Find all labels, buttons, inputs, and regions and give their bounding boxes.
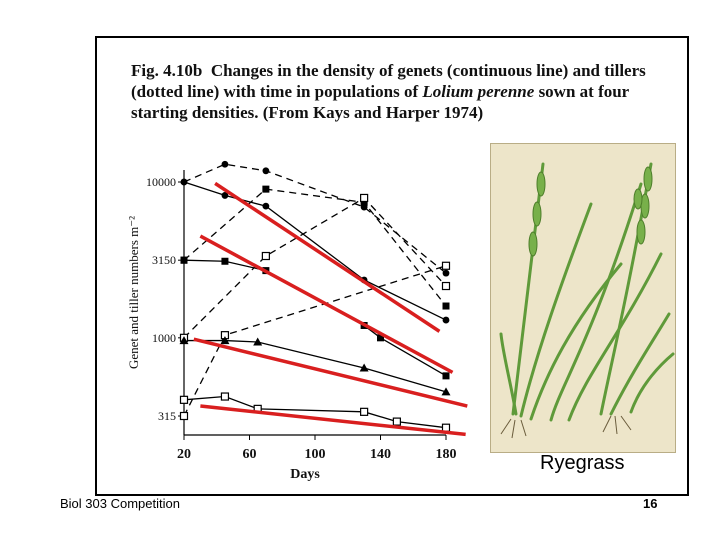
red-trend-line-4	[200, 406, 465, 434]
y-tick-label: 315	[158, 409, 176, 423]
data-point	[443, 424, 450, 431]
ryegrass-illustration	[490, 143, 676, 453]
data-point	[181, 179, 188, 186]
x-tick-label: 180	[435, 447, 457, 462]
data-point	[443, 283, 450, 290]
plant-label: Ryegrass	[540, 452, 625, 474]
red-trend-line-1	[215, 183, 439, 331]
figure-caption	[131, 60, 671, 123]
x-tick-label: 20	[177, 447, 191, 462]
y-axis-label: Genet and tiller numbers m⁻²	[126, 216, 141, 369]
data-point	[443, 372, 450, 379]
caption-text-1: Changes in the density of genets (continuous line) and tillers (dotted line) with time in populations of	[131, 61, 646, 101]
data-point	[221, 393, 228, 400]
data-point	[181, 396, 188, 403]
x-tick-label: 100	[304, 447, 326, 462]
data-point	[222, 161, 229, 168]
x-tick-label: 60	[242, 447, 257, 462]
data-point	[361, 194, 368, 201]
caption-species: Lolium perenne	[422, 82, 535, 101]
footer-course: Biol 303 Competition	[60, 496, 180, 511]
y-tick-label: 1000	[152, 330, 176, 345]
data-point	[181, 257, 188, 264]
data-point	[443, 317, 450, 324]
data-point	[393, 418, 400, 425]
x-axis-label: Days	[290, 467, 320, 482]
y-tick-label: 10000	[146, 175, 176, 189]
slide-number: 16	[643, 496, 658, 511]
caption-text-2: sown at four starting densities. (From Kays and Harper 1974)	[131, 82, 629, 122]
tiller-line-2	[184, 198, 446, 338]
data-point	[262, 253, 269, 260]
data-point	[181, 413, 188, 420]
data-point	[443, 270, 450, 277]
data-point	[262, 167, 269, 174]
y-tick-label: 3150	[152, 253, 176, 268]
data-point	[262, 186, 269, 193]
data-point	[443, 262, 450, 269]
data-point	[221, 258, 228, 265]
genet-line-7	[184, 397, 446, 428]
data-point	[443, 303, 450, 310]
data-point	[262, 203, 269, 210]
density-chart	[120, 140, 480, 490]
ryegrass-drawing	[491, 144, 676, 453]
red-trend-line-3	[194, 339, 467, 406]
x-tick-label: 140	[370, 447, 391, 462]
caption-fig-number: Fig. 4.10b	[131, 61, 203, 80]
data-point	[361, 408, 368, 415]
